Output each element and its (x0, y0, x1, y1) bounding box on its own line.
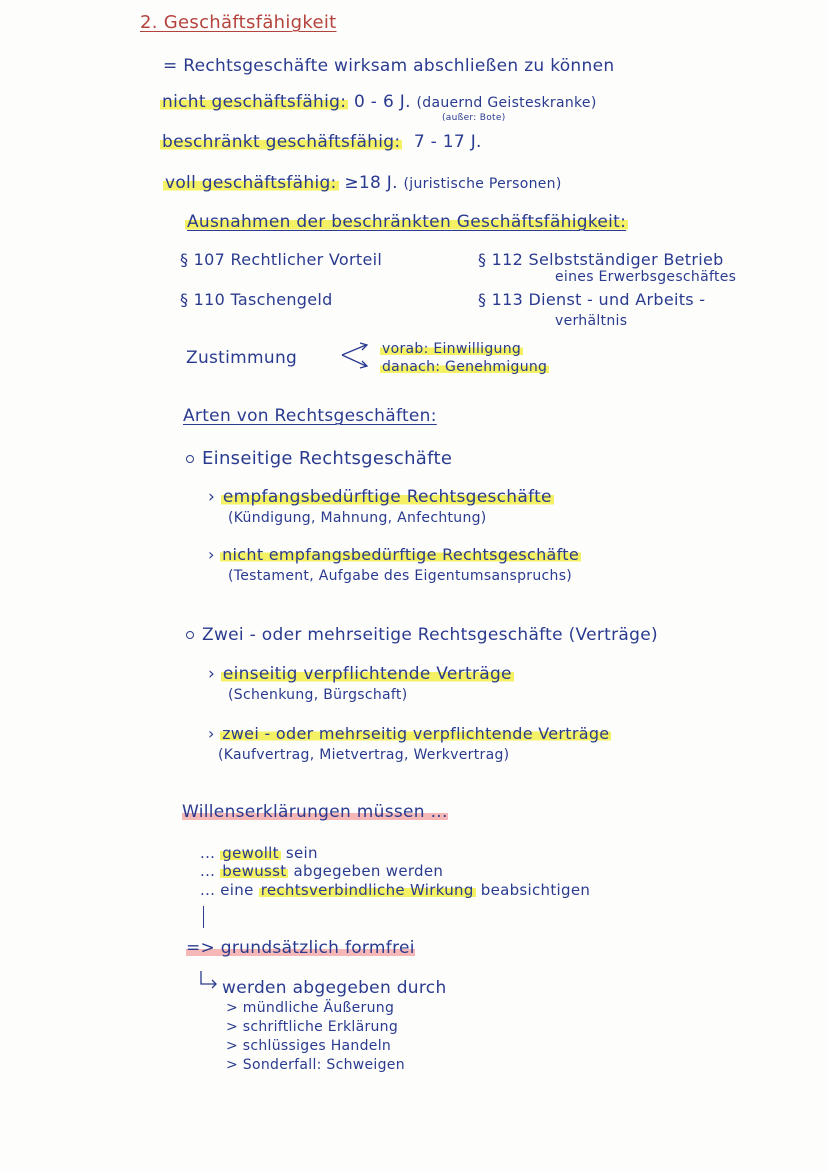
will-title-text: Willenserklärungen müssen ... (182, 802, 448, 822)
level-beschraenkt-value: 7 - 17 J. (413, 132, 482, 152)
exceptions-title-text: Ausnahmen der beschränkten Geschäftsfähigkeit: (187, 212, 627, 232)
types-e1-examples-text: (Kündigung, Mahnung, Anfechtung) (228, 510, 487, 526)
exception-112-cont-text: eines Erwerbsgeschäftes (555, 269, 737, 285)
level-nicht-note: (dauernd Geisteskranke) (416, 95, 597, 111)
bullet-icon (186, 455, 194, 463)
exception-113-text: § 113 Dienst - und Arbeits - (478, 290, 706, 309)
types-m2 (208, 726, 611, 742)
types-m1-examples (228, 688, 407, 702)
exception-113-cont (555, 314, 627, 328)
level-voll-label: voll geschäftsfähig: (165, 173, 337, 193)
types-e1 (208, 489, 554, 506)
branch-arrow-icon (340, 340, 372, 370)
will-w3-text: rechtsverbindliche Wirkung (260, 881, 474, 899)
will-title (182, 804, 448, 821)
bullet-icon (186, 631, 194, 639)
types-e2-text: nicht empfangsbedürftige Rechtsgeschäfte (222, 545, 579, 564)
types-e1-examples (228, 511, 487, 525)
will-g4-text: > Sonderfall: Schweigen (226, 1057, 405, 1073)
level-nicht-label: nicht geschäftsfähig: (162, 92, 347, 112)
exception-112-text: § 112 Selbstständiger Betrieb (478, 250, 724, 269)
consent-after (380, 360, 549, 374)
exception-112 (478, 252, 724, 268)
will-w3-post: beabsichtigen (480, 881, 591, 899)
will-given-by-text: werden abgegeben durch (222, 978, 447, 998)
types-e1-text: empfangsbedürftige Rechtsgeschäfte (222, 487, 552, 507)
page-heading (140, 14, 337, 32)
will-w1 (200, 846, 318, 861)
exception-110-text: § 110 Taschengeld (180, 290, 333, 309)
types-e2-examples-text: (Testament, Aufgabe des Eigentumsanspruchs) (228, 568, 573, 584)
will-g3 (226, 1039, 391, 1053)
chevron-right-icon: › (208, 545, 215, 564)
level-nicht-value: 0 - 6 J. (353, 92, 411, 112)
will-g2-text: > schriftliche Erklärung (226, 1019, 399, 1035)
will-g1-text: > mündliche Äußerung (226, 1000, 395, 1016)
exception-113 (478, 292, 705, 308)
types-m2-examples-text: (Kaufvertrag, Mietvertrag, Werkvertrag) (218, 747, 510, 763)
level-beschraenkt-label: beschränkt geschäftsfähig: (162, 132, 401, 152)
definition-text: = Rechtsgeschäfte wirksam abschließen zu können (163, 56, 615, 76)
level-voll-note: (juristische Personen) (403, 176, 562, 192)
will-w2-text: bewusst (222, 862, 287, 880)
chevron-right-icon: › (208, 724, 215, 743)
exception-110 (180, 292, 333, 308)
types-title-text: Arten von Rechtsgeschäften: (183, 406, 437, 426)
types-one-sided (186, 450, 452, 468)
types-multi-sided (186, 627, 658, 644)
will-w1-text: gewollt (222, 844, 279, 862)
will-w2-post: abgegeben werden (293, 862, 444, 880)
will-g4 (226, 1058, 405, 1072)
exception-112-cont (555, 270, 736, 284)
types-m2-text: zwei - oder mehrseitig verpflichtende Verträge (222, 724, 610, 743)
will-g1 (226, 1001, 394, 1015)
consent-label-text: Zustimmung (186, 348, 298, 368)
exception-107-text: § 107 Rechtlicher Vorteil (180, 250, 383, 269)
will-given-by (222, 980, 447, 997)
chevron-right-icon: › (208, 664, 216, 684)
level-nicht (160, 94, 597, 111)
exception-107 (180, 252, 382, 268)
level-voll (163, 175, 562, 192)
types-title (183, 408, 437, 425)
types-multi-sided-text: Zwei - oder mehrseitige Rechtsgeschäfte (Verträge) (202, 625, 658, 645)
types-e2 (208, 547, 581, 563)
will-w2 (200, 864, 443, 879)
definition-line (163, 58, 614, 75)
will-w3 (200, 883, 590, 898)
chevron-right-icon: › (208, 487, 216, 507)
types-m1 (208, 666, 514, 683)
exception-113-cont-text: verhältnis (555, 313, 628, 329)
consent-before-text: vorab: Einwilligung (382, 341, 522, 357)
level-nicht-sub (442, 114, 506, 123)
connector-line (203, 906, 204, 928)
turn-arrow-icon (198, 970, 220, 992)
will-conclusion-text: => grundsätzlich formfrei (186, 938, 415, 958)
consent-before (380, 342, 523, 356)
level-nicht-sub-text: (außer: Bote) (442, 113, 506, 123)
exceptions-title (185, 214, 628, 231)
will-g2 (226, 1020, 398, 1034)
will-w3-pre: ... eine (200, 881, 254, 899)
level-voll-value: ≥18 J. (344, 173, 398, 193)
will-conclusion (186, 940, 415, 957)
consent-label (186, 350, 297, 367)
heading-text: 2. Geschäftsfähigkeit (140, 12, 337, 33)
level-beschraenkt (160, 134, 482, 151)
types-m1-examples-text: (Schenkung, Bürgschaft) (228, 687, 408, 703)
will-w2-pre: ... (200, 862, 216, 880)
types-one-sided-text: Einseitige Rechtsgeschäfte (202, 448, 453, 469)
types-m1-text: einseitig verpflichtende Verträge (222, 664, 512, 684)
types-m2-examples (218, 748, 509, 762)
will-g3-text: > schlüssiges Handeln (226, 1038, 392, 1054)
types-e2-examples (228, 569, 572, 583)
will-w1-post: sein (285, 844, 318, 862)
will-w1-pre: ... (200, 844, 216, 862)
consent-after-text: danach: Genehmigung (382, 359, 548, 375)
